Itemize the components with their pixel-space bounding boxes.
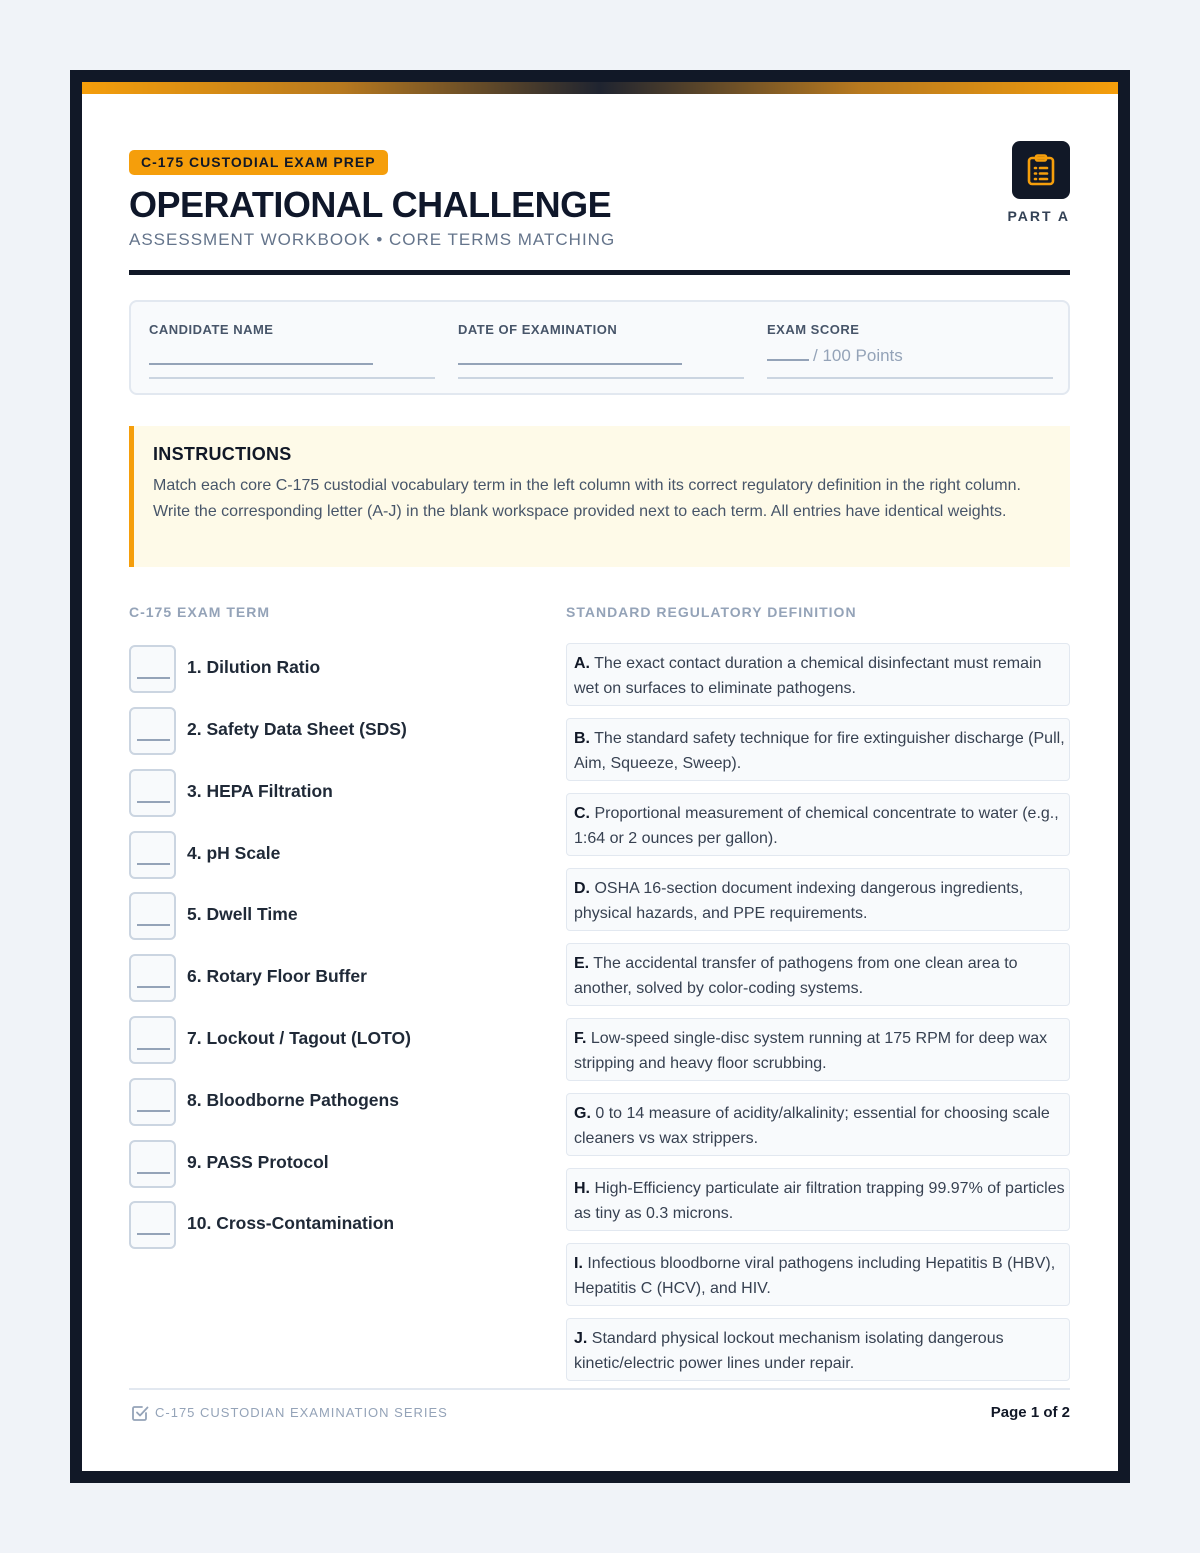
definition-card bbox=[566, 1243, 1070, 1306]
part-label: PART A bbox=[1007, 208, 1070, 224]
definition-card bbox=[566, 718, 1070, 781]
definition-body: The accidental transfer of pathogens from one clean area to another, solved by color-coding systems. bbox=[574, 955, 1018, 997]
definition-text bbox=[574, 951, 1066, 1001]
term-row bbox=[129, 769, 549, 817]
candidate-info-panel bbox=[129, 300, 1070, 395]
term-row bbox=[129, 831, 549, 879]
definition-text bbox=[574, 726, 1066, 776]
exam-score-value bbox=[767, 346, 903, 366]
exam-date-label: DATE OF EXAMINATION bbox=[458, 322, 618, 337]
definition-text bbox=[574, 1176, 1066, 1226]
term-label: 4. pH Scale bbox=[187, 843, 281, 863]
page-title: OPERATIONAL CHALLENGE bbox=[129, 184, 612, 225]
term-row bbox=[129, 1140, 549, 1188]
definition-card bbox=[566, 943, 1070, 1006]
definition-text bbox=[574, 876, 1066, 926]
field-underline bbox=[149, 377, 435, 379]
definition-letter: D. bbox=[574, 880, 590, 897]
definition-text bbox=[574, 1101, 1066, 1151]
term-row bbox=[129, 707, 549, 755]
part-tile bbox=[1012, 141, 1070, 199]
definition-letter: H. bbox=[574, 1180, 590, 1197]
exam-score-label: EXAM SCORE bbox=[767, 322, 860, 337]
worksheet-content bbox=[129, 82, 1070, 1471]
definition-text bbox=[574, 801, 1066, 851]
score-suffix: / 100 Points bbox=[813, 346, 903, 365]
score-blank bbox=[767, 347, 809, 361]
term-row bbox=[129, 954, 549, 1002]
answer-box[interactable] bbox=[129, 1140, 176, 1188]
field-underline bbox=[767, 377, 1053, 379]
answer-box[interactable] bbox=[129, 831, 176, 879]
definition-letter: E. bbox=[574, 955, 590, 972]
exam-date-blank bbox=[458, 363, 682, 365]
term-label: 7. Lockout / Tagout (LOTO) bbox=[187, 1028, 411, 1048]
term-row bbox=[129, 892, 549, 940]
definition-letter: A. bbox=[574, 655, 590, 672]
definition-body: Proportional measurement of chemical concentrate to water (e.g., 1:64 or 2 ounces per gallon). bbox=[574, 805, 1059, 847]
answer-box[interactable] bbox=[129, 645, 176, 693]
definition-body: The exact contact duration a chemical disinfectant must remain wet on surfaces to eliminate pathogens. bbox=[574, 655, 1042, 697]
answer-box[interactable] bbox=[129, 954, 176, 1002]
page-subtitle: ASSESSMENT WORKBOOK • CORE TERMS MATCHING bbox=[129, 230, 616, 249]
field-underline bbox=[458, 377, 744, 379]
candidate-name-field[interactable] bbox=[149, 302, 435, 397]
definition-body: Standard physical lockout mechanism isolating dangerous kinetic/electric power lines under repair. bbox=[574, 1330, 1004, 1372]
definition-body: Infectious bloodborne viral pathogens including Hepatitis B (HBV), Hepatitis C (HCV), and HIV. bbox=[574, 1255, 1056, 1297]
answer-box[interactable] bbox=[129, 892, 176, 940]
definition-letter: F. bbox=[574, 1030, 587, 1047]
terms-column-heading: C-175 EXAM TERM bbox=[129, 604, 271, 620]
definition-card bbox=[566, 1018, 1070, 1081]
definition-body: Low-speed single-disc system running at 175 RPM for deep wax stripping and heavy floor scrubbing. bbox=[574, 1030, 1048, 1072]
instructions-heading: INSTRUCTIONS bbox=[153, 444, 292, 464]
checkbox-icon bbox=[131, 1404, 149, 1422]
definition-letter: B. bbox=[574, 730, 590, 747]
term-label: 8. Bloodborne Pathogens bbox=[187, 1090, 399, 1110]
footer-series: C-175 CUSTODIAN EXAMINATION SERIES bbox=[155, 1405, 448, 1420]
answer-box[interactable] bbox=[129, 1016, 176, 1064]
definition-letter: I. bbox=[574, 1255, 583, 1272]
term-row bbox=[129, 645, 549, 693]
candidate-name-label: CANDIDATE NAME bbox=[149, 322, 274, 337]
definition-card bbox=[566, 868, 1070, 931]
definition-card bbox=[566, 1318, 1070, 1381]
clipboard-icon bbox=[1027, 154, 1055, 186]
definition-body: The standard safety technique for fire extinguisher discharge (Pull, Aim, Squeeze, Sweep). bbox=[574, 730, 1065, 772]
definition-letter: C. bbox=[574, 805, 590, 822]
candidate-name-blank bbox=[149, 363, 373, 365]
definition-card bbox=[566, 793, 1070, 856]
exam-date-field[interactable] bbox=[458, 302, 744, 397]
page-frame bbox=[70, 70, 1130, 1483]
definition-body: OSHA 16-section document indexing dangerous ingredients, physical hazards, and PPE requirements. bbox=[574, 880, 1024, 922]
definition-text bbox=[574, 651, 1066, 701]
definition-body: 0 to 14 measure of acidity/alkalinity; essential for choosing scale cleaners vs wax strippers. bbox=[574, 1105, 1050, 1147]
term-label: 1. Dilution Ratio bbox=[187, 657, 321, 677]
instructions-box bbox=[129, 426, 1070, 567]
term-row bbox=[129, 1078, 549, 1126]
definition-letter: G. bbox=[574, 1105, 591, 1122]
answer-box[interactable] bbox=[129, 707, 176, 755]
definition-text bbox=[574, 1251, 1066, 1301]
footer-divider bbox=[129, 1388, 1070, 1390]
definition-body: High-Efficiency particulate air filtration trapping 99.97% of particles as tiny as 0.3 microns. bbox=[574, 1180, 1065, 1222]
definition-letter: J. bbox=[574, 1330, 588, 1347]
term-label: 9. PASS Protocol bbox=[187, 1152, 329, 1172]
answer-box[interactable] bbox=[129, 1078, 176, 1126]
exam-score-field[interactable] bbox=[767, 302, 1053, 397]
term-row bbox=[129, 1016, 549, 1064]
term-label: 10. Cross-Contamination bbox=[187, 1213, 395, 1233]
term-label: 3. HEPA Filtration bbox=[187, 781, 333, 801]
term-label: 6. Rotary Floor Buffer bbox=[187, 966, 367, 986]
definition-text bbox=[574, 1326, 1066, 1376]
definitions-column-heading: STANDARD REGULATORY DEFINITION bbox=[566, 604, 857, 620]
header-divider bbox=[129, 270, 1070, 275]
term-row bbox=[129, 1201, 549, 1249]
definition-card bbox=[566, 643, 1070, 706]
answer-box[interactable] bbox=[129, 1201, 176, 1249]
definition-card bbox=[566, 1093, 1070, 1156]
answer-box[interactable] bbox=[129, 769, 176, 817]
definition-text bbox=[574, 1026, 1066, 1076]
worksheet bbox=[82, 82, 1118, 1471]
instructions-body: Match each core C-175 custodial vocabulary term in the left column with its correct regulatory definition in the right column. Write the corresponding letter (A-J) in the blank workspace provided next to each term. All entries have identical weights. bbox=[153, 477, 1021, 520]
term-label: 5. Dwell Time bbox=[187, 904, 298, 924]
exam-badge: C-175 CUSTODIAL EXAM PREP bbox=[129, 150, 388, 175]
term-label: 2. Safety Data Sheet (SDS) bbox=[187, 719, 407, 739]
definition-card bbox=[566, 1168, 1070, 1231]
page-number: Page 1 of 2 bbox=[990, 1404, 1070, 1421]
